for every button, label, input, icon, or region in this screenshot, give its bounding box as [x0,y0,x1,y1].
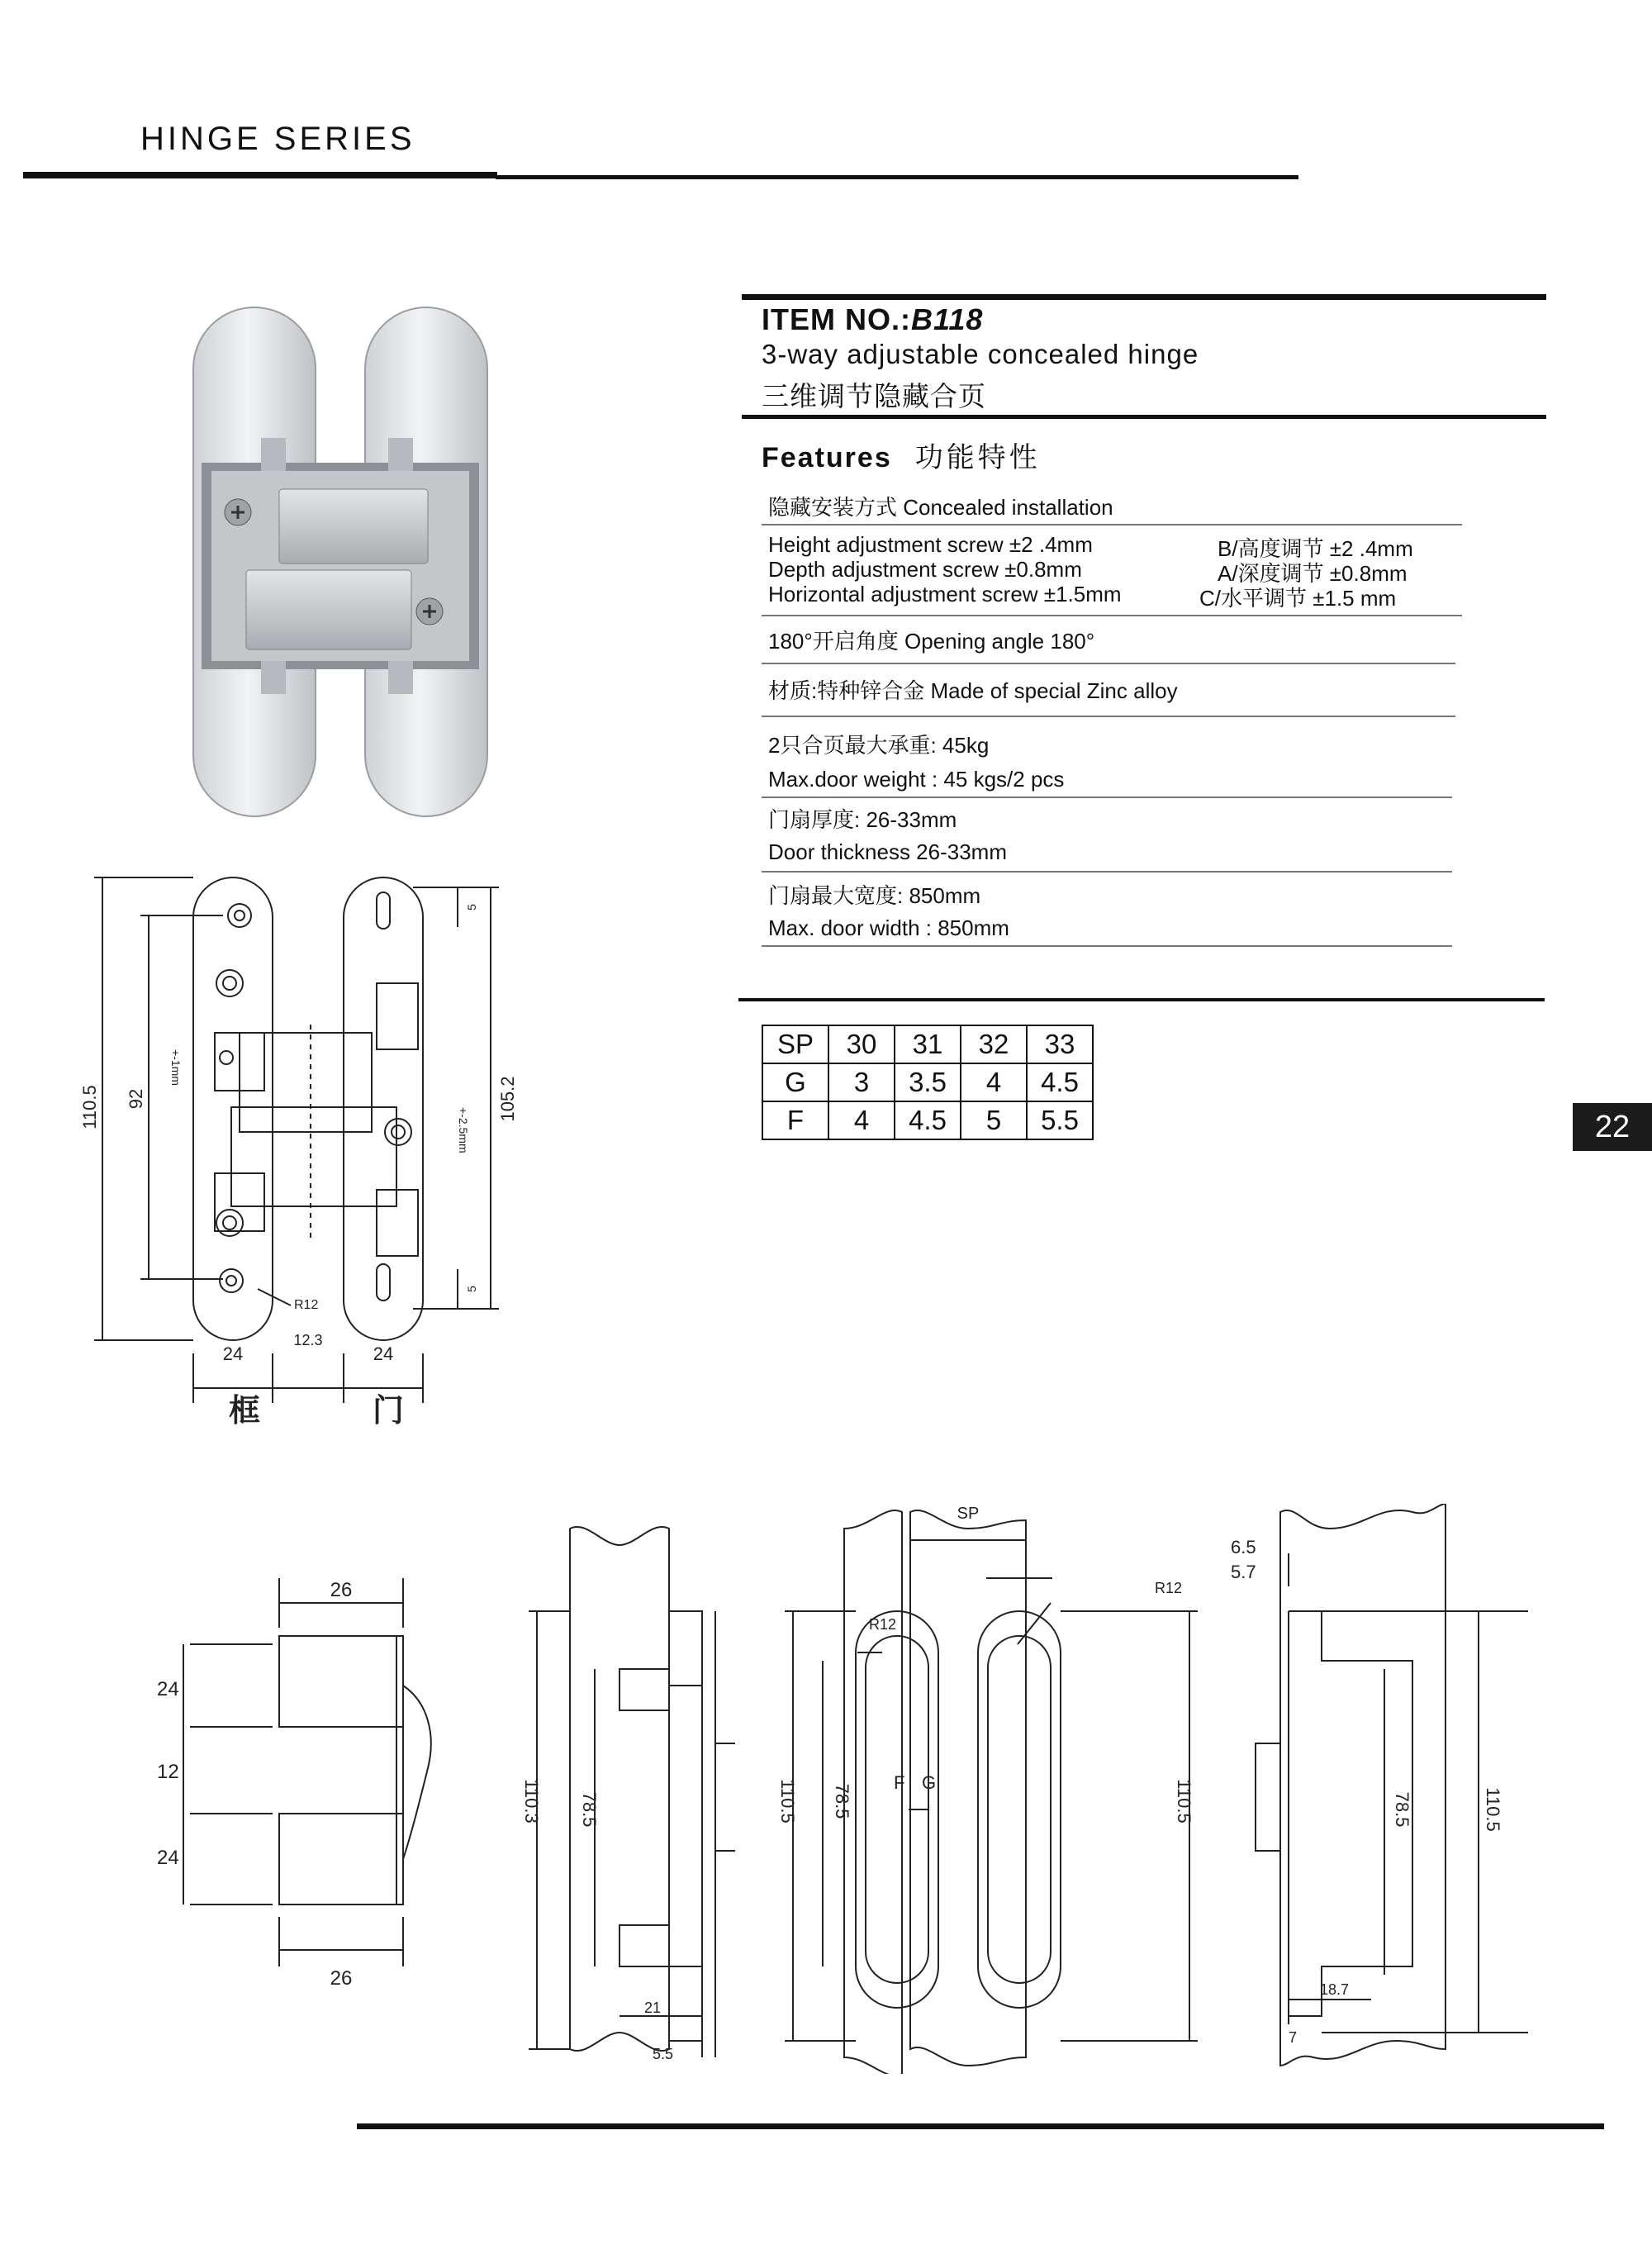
spec-depth-adjust: Depth adjustment screw ±0.8mm [768,557,1082,582]
dim-height: 110.3 [521,1779,542,1824]
item-number: ITEM NO.:B118 [762,302,984,336]
dim-total-right: 105.2 [497,1076,518,1122]
spec-width-cn: 门扇最大宽度: 850mm [768,883,981,908]
spec-divider [762,797,1452,798]
spec-height-adjust: Height adjustment screw ±2 .4mm [768,532,1093,557]
header-rule [496,175,1298,179]
series-title: HINGE SERIES [140,121,415,157]
dim-a: 6.5 [1231,1537,1256,1557]
dim-offset: 7 [1289,2029,1298,2046]
dim-seg-mid: 12 [157,1761,179,1783]
dim-offset: 5.5 [653,2046,674,2062]
spec-divider [762,663,1455,664]
spec-load-cn: 2只合页最大承重: 45kg [768,733,990,758]
footer-rule [357,2123,1604,2129]
radius-right: R12 [1155,1580,1183,1596]
dim-inner-left: 78.5 [832,1783,852,1819]
radius-left: R12 [869,1616,897,1633]
features-heading: Features 功能特性 [762,442,1041,473]
dim-door-width: 24 [373,1343,394,1364]
spec-divider [762,716,1455,717]
dim-inner-left: 92 [126,1088,146,1110]
product-photo [182,306,496,818]
info-bottom-rule [738,998,1545,1001]
spec-depth-adjust-cn: A/深度调节 ±0.8mm [1218,561,1408,586]
label-sp: SP [957,1505,980,1523]
label-frame: 框 [228,1394,261,1429]
dim-top-gap: 5 [465,904,478,911]
info-mid-rule [742,415,1546,419]
dim-seg-top: 24 [157,1678,179,1700]
product-name-cn: 三维调节隐藏合页 [762,381,986,411]
spec-divider [762,945,1452,947]
spec-divider [762,524,1462,525]
dim-height-right: 110.5 [1174,1779,1194,1824]
dim-inner: 78.5 [1392,1791,1412,1828]
dim-depth: 21 [643,2000,662,2016]
label-door: 门 [372,1394,405,1429]
dim-gap: 12.3 [293,1332,323,1348]
dim-adjust-left: +-1mm [169,1049,183,1086]
sp-gap-table [762,1025,1094,1140]
label-g: G [922,1772,937,1793]
dim-inner: 78.5 [579,1791,600,1828]
header-rule-thick [23,172,497,178]
dim-adjust-right: +-2.5mm [457,1107,470,1153]
spec-width-en: Max. door width : 850mm [768,915,1009,940]
dim-bottom-width: 26 [330,1967,353,1990]
side-drawing [140,1553,487,2000]
spec-opening-angle: 180°开启角度 Opening angle 180° [768,629,1095,654]
dim-height-left: 110.5 [777,1779,798,1824]
info-top-rule [742,294,1546,300]
section-drawing-c [1231,1504,1528,2074]
radius-label: R12 [294,1298,319,1312]
dim-bottom-gap: 5 [465,1286,478,1292]
dim-height: 110.5 [1483,1787,1503,1832]
section-drawing-b [760,1496,1222,2074]
dim-frame-width: 24 [222,1343,244,1364]
front-drawing [66,859,562,1438]
dim-b: 5.7 [1231,1562,1256,1582]
spec-horizontal-adjust: Horizontal adjustment screw ±1.5mm [768,582,1122,606]
label-f: F [894,1772,905,1793]
table-row: G 3 3.5 4 4.5 [762,1063,1093,1101]
product-name-en: 3-way adjustable concealed hinge [762,339,1199,369]
spec-divider [762,615,1462,616]
hinge-arm-lower [246,570,411,649]
dim-depth: 18.7 [1320,1981,1350,1998]
spec-divider [762,871,1452,873]
dim-top-width: 26 [330,1579,353,1601]
spec-load-en: Max.door weight : 45 kgs/2 pcs [768,767,1065,792]
spec-horizontal-adjust-cn: C/水平调节 ±1.5 mm [1199,586,1397,611]
dim-total-left: 110.5 [79,1085,100,1129]
spec-thickness-cn: 门扇厚度: 26-33mm [768,807,957,832]
spec-height-adjust-cn: B/高度调节 ±2 .4mm [1218,536,1413,561]
section-drawing-a [504,1520,735,2066]
spec-material: 材质:特种锌合金 Made of special Zinc alloy [768,678,1178,703]
table-row: F 4 4.5 5 5.5 [762,1101,1093,1139]
spec-thickness-en: Door thickness 26-33mm [768,839,1007,864]
dim-seg-bottom: 24 [157,1847,179,1869]
spec-installation: 隐藏安装方式 Concealed installation [768,495,1113,520]
page-number: 22 [1573,1103,1652,1151]
hinge-arm-upper [279,489,428,564]
table-row: SP 30 31 32 33 [762,1025,1093,1063]
